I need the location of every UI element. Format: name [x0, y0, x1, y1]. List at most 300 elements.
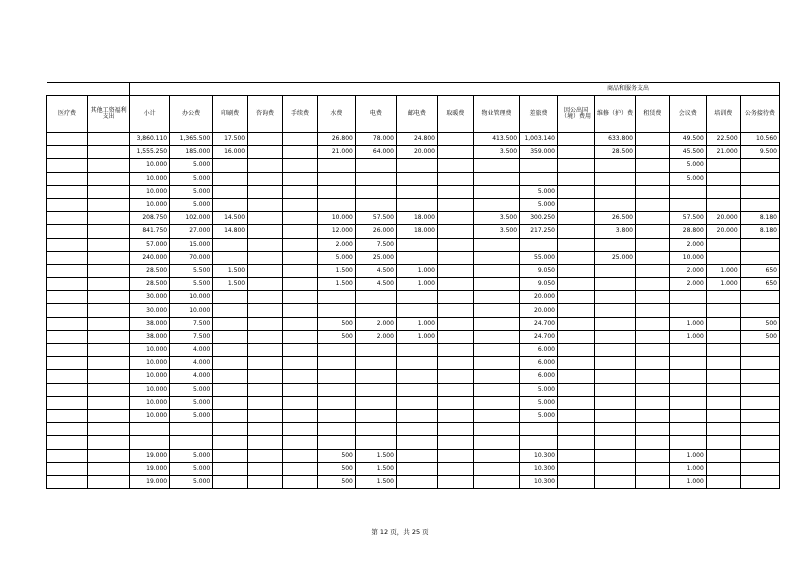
table-cell	[437, 198, 473, 211]
table-cell	[88, 146, 130, 159]
table-cell: 5.000	[520, 383, 558, 396]
table-row	[47, 330, 780, 343]
table-cell: 1.000	[706, 278, 740, 291]
table-cell: 10.000	[170, 304, 213, 317]
table-cell: 10.000	[130, 383, 170, 396]
table-cell: 25.000	[594, 251, 635, 264]
table-cell	[635, 396, 669, 409]
table-cell	[88, 198, 130, 211]
table-cell	[594, 396, 635, 409]
column-header: 取暖费	[437, 96, 473, 133]
table-cell: 28.500	[594, 146, 635, 159]
table-row	[47, 146, 780, 159]
table-row	[47, 357, 780, 370]
table-cell	[213, 449, 248, 462]
table-cell: 500	[740, 317, 779, 330]
table-cell: 650	[740, 278, 779, 291]
table-cell: 500	[317, 330, 355, 343]
table-cell	[706, 383, 740, 396]
table-cell	[88, 304, 130, 317]
table-cell: 5.000	[317, 251, 355, 264]
table-cell	[213, 291, 248, 304]
table-cell	[396, 449, 437, 462]
table-cell: 8.180	[740, 225, 779, 238]
table-cell	[740, 185, 779, 198]
table-row	[47, 159, 780, 172]
table-cell: 55.000	[520, 251, 558, 264]
table-cell	[88, 317, 130, 330]
table-cell	[283, 409, 318, 422]
table-cell: 20.000	[396, 146, 437, 159]
table-cell	[213, 198, 248, 211]
table-cell	[635, 264, 669, 277]
table-cell: 633.800	[594, 133, 635, 146]
table-cell	[669, 423, 706, 436]
table-cell	[473, 198, 519, 211]
table-row	[47, 291, 780, 304]
table-row	[47, 212, 780, 225]
table-cell	[355, 304, 396, 317]
table-cell: 4.000	[170, 357, 213, 370]
table-row	[47, 198, 780, 211]
table-cell: 500	[317, 449, 355, 462]
table-cell	[283, 159, 318, 172]
table-cell	[355, 172, 396, 185]
table-cell	[558, 198, 595, 211]
table-cell	[88, 185, 130, 198]
table-cell	[213, 251, 248, 264]
table-cell	[437, 462, 473, 475]
table-cell	[396, 409, 437, 422]
table-cell: 5.500	[170, 264, 213, 277]
table-cell: 208.750	[130, 212, 170, 225]
table-cell	[355, 198, 396, 211]
table-cell	[669, 396, 706, 409]
table-cell	[437, 225, 473, 238]
table-cell	[473, 238, 519, 251]
table-cell	[248, 198, 283, 211]
table-cell	[635, 449, 669, 462]
table-cell	[520, 423, 558, 436]
table-cell	[283, 225, 318, 238]
table-cell	[396, 475, 437, 488]
table-cell	[283, 133, 318, 146]
table-cell	[437, 251, 473, 264]
table-cell	[355, 370, 396, 383]
table-cell	[248, 212, 283, 225]
table-cell	[47, 304, 88, 317]
table-cell: 64.000	[355, 146, 396, 159]
table-cell	[283, 344, 318, 357]
table-cell	[88, 383, 130, 396]
table-cell	[473, 172, 519, 185]
table-cell: 38.000	[130, 330, 170, 343]
table-row	[47, 436, 780, 449]
table-cell	[473, 449, 519, 462]
table-cell: 1,003.140	[520, 133, 558, 146]
table-row	[47, 238, 780, 251]
table-cell	[213, 409, 248, 422]
table-cell	[635, 251, 669, 264]
table-cell	[706, 357, 740, 370]
table-cell: 5.000	[170, 475, 213, 488]
table-cell: 217.250	[520, 225, 558, 238]
table-cell	[317, 383, 355, 396]
table-cell	[473, 370, 519, 383]
table-cell	[635, 423, 669, 436]
table-cell	[635, 383, 669, 396]
table-cell	[473, 185, 519, 198]
table-cell	[47, 475, 88, 488]
table-cell: 9.050	[520, 278, 558, 291]
column-header: 会议费	[669, 96, 706, 133]
table-cell: 30.000	[130, 304, 170, 317]
table-cell: 78.000	[355, 133, 396, 146]
table-cell	[635, 409, 669, 422]
table-row	[47, 462, 780, 475]
table-cell	[635, 357, 669, 370]
table-cell	[88, 370, 130, 383]
table-cell	[558, 278, 595, 291]
table-cell: 9.050	[520, 264, 558, 277]
table-cell	[594, 185, 635, 198]
table-cell	[283, 357, 318, 370]
table-cell	[396, 436, 437, 449]
table-cell: 9.500	[740, 146, 779, 159]
table-cell: 28.500	[130, 264, 170, 277]
table-row	[47, 370, 780, 383]
table-cell	[594, 383, 635, 396]
column-header: 因公出国（境）费用	[558, 96, 595, 133]
table-cell	[47, 198, 88, 211]
table-cell	[558, 370, 595, 383]
column-header: 电费	[355, 96, 396, 133]
table-cell	[635, 185, 669, 198]
table-cell	[635, 146, 669, 159]
table-cell	[355, 409, 396, 422]
table-cell	[706, 251, 740, 264]
table-cell	[635, 370, 669, 383]
table-cell: 500	[317, 317, 355, 330]
table-cell	[47, 133, 88, 146]
table-cell	[88, 264, 130, 277]
table-cell	[635, 304, 669, 317]
table-cell	[355, 291, 396, 304]
table-cell	[635, 278, 669, 291]
table-cell: 10.000	[130, 198, 170, 211]
table-cell	[396, 370, 437, 383]
table-cell	[594, 475, 635, 488]
table-cell	[520, 172, 558, 185]
table-cell	[473, 159, 519, 172]
table-cell	[740, 475, 779, 488]
table-row	[47, 251, 780, 264]
table-cell	[248, 396, 283, 409]
table-cell	[213, 159, 248, 172]
table-cell	[283, 172, 318, 185]
table-cell	[47, 423, 88, 436]
table-cell	[396, 357, 437, 370]
table-cell: 7.500	[355, 238, 396, 251]
table-cell	[740, 383, 779, 396]
table-cell: 5.000	[669, 172, 706, 185]
table-cell	[47, 370, 88, 383]
column-header: 培训费	[706, 96, 740, 133]
table-cell	[355, 185, 396, 198]
table-cell	[558, 185, 595, 198]
table-cell	[558, 133, 595, 146]
table-cell	[130, 423, 170, 436]
table-cell	[437, 133, 473, 146]
table-cell	[437, 185, 473, 198]
table-cell: 10.000	[170, 291, 213, 304]
table-cell: 24.800	[396, 133, 437, 146]
table-cell: 10.300	[520, 449, 558, 462]
table-cell	[396, 304, 437, 317]
table-cell: 45.500	[669, 146, 706, 159]
table-cell	[558, 357, 595, 370]
table-cell	[706, 396, 740, 409]
table-cell	[88, 225, 130, 238]
table-cell	[248, 304, 283, 317]
table-cell: 57.500	[669, 212, 706, 225]
table-cell	[317, 198, 355, 211]
table-cell	[283, 462, 318, 475]
table-cell	[558, 449, 595, 462]
table-cell: 5.000	[520, 409, 558, 422]
table-cell: 5.000	[669, 159, 706, 172]
column-header: 租赁费	[635, 96, 669, 133]
table-cell	[47, 278, 88, 291]
table-cell	[437, 238, 473, 251]
group-header-row	[47, 83, 780, 96]
table-cell: 21.000	[706, 146, 740, 159]
table-cell	[437, 146, 473, 159]
table-cell: 5.000	[170, 449, 213, 462]
table-cell: 7.500	[170, 317, 213, 330]
table-cell	[594, 317, 635, 330]
table-cell	[248, 172, 283, 185]
table-cell: 1.000	[396, 278, 437, 291]
table-cell	[706, 423, 740, 436]
table-cell	[88, 409, 130, 422]
table-cell: 19.000	[130, 462, 170, 475]
table-cell	[669, 198, 706, 211]
table-row	[47, 225, 780, 238]
table-cell	[706, 159, 740, 172]
table-cell: 26.500	[594, 212, 635, 225]
table-cell	[635, 291, 669, 304]
table-cell: 7.500	[170, 330, 213, 343]
table-cell	[248, 357, 283, 370]
table-cell	[594, 264, 635, 277]
table-cell	[317, 185, 355, 198]
table-cell	[213, 344, 248, 357]
table-cell	[635, 317, 669, 330]
table-cell	[213, 357, 248, 370]
table-cell	[706, 409, 740, 422]
table-cell: 6.000	[520, 344, 558, 357]
table-cell: 10.000	[130, 185, 170, 198]
table-row	[47, 423, 780, 436]
table-cell	[88, 330, 130, 343]
table-cell	[740, 198, 779, 211]
table-cell: 4.500	[355, 264, 396, 277]
table-cell	[594, 449, 635, 462]
table-cell: 1.500	[213, 264, 248, 277]
table-cell	[558, 383, 595, 396]
table-cell	[473, 383, 519, 396]
table-cell	[706, 370, 740, 383]
table-cell	[520, 159, 558, 172]
table-cell	[558, 396, 595, 409]
table-cell	[558, 330, 595, 343]
table-cell: 10.300	[520, 475, 558, 488]
table-cell	[47, 383, 88, 396]
table-cell	[473, 278, 519, 291]
table-cell	[396, 198, 437, 211]
table-cell: 1.500	[355, 449, 396, 462]
table-cell	[706, 449, 740, 462]
table-cell	[740, 462, 779, 475]
table-cell	[47, 396, 88, 409]
table-cell	[283, 423, 318, 436]
table-cell	[669, 383, 706, 396]
table-cell	[558, 264, 595, 277]
table-row	[47, 304, 780, 317]
table-cell: 24.700	[520, 317, 558, 330]
table-cell	[635, 159, 669, 172]
table-cell	[88, 133, 130, 146]
table-cell	[558, 475, 595, 488]
table-cell: 3.500	[473, 146, 519, 159]
table-cell	[396, 383, 437, 396]
table-cell	[283, 449, 318, 462]
page-footer: 第 12 页，共 25 页	[371, 528, 429, 536]
table-cell	[213, 436, 248, 449]
table-cell	[213, 238, 248, 251]
table-cell: 5.000	[170, 159, 213, 172]
table-cell	[473, 396, 519, 409]
table-cell	[130, 436, 170, 449]
table-cell	[47, 436, 88, 449]
table-cell	[520, 436, 558, 449]
table-cell: 1.000	[706, 264, 740, 277]
table-cell	[248, 344, 283, 357]
table-cell: 19.000	[130, 475, 170, 488]
table-cell	[635, 330, 669, 343]
table-cell	[248, 159, 283, 172]
table-cell	[248, 475, 283, 488]
table-cell: 1.000	[669, 449, 706, 462]
table-cell	[473, 409, 519, 422]
table-cell	[396, 185, 437, 198]
table-cell	[437, 317, 473, 330]
table-cell: 14.800	[213, 225, 248, 238]
table-cell: 650	[740, 264, 779, 277]
column-header: 维修（护）费	[594, 96, 635, 133]
table-cell: 2.000	[669, 278, 706, 291]
table-cell	[47, 172, 88, 185]
table-cell: 20.000	[706, 212, 740, 225]
table-cell	[248, 317, 283, 330]
table-cell	[740, 159, 779, 172]
table-cell	[635, 238, 669, 251]
table-cell	[355, 383, 396, 396]
table-cell	[635, 172, 669, 185]
column-header: 咨询费	[248, 96, 283, 133]
table-cell	[558, 238, 595, 251]
table-cell	[558, 251, 595, 264]
table-cell	[317, 370, 355, 383]
table-cell	[248, 185, 283, 198]
table-cell	[248, 291, 283, 304]
table-cell: 30.000	[130, 291, 170, 304]
table-cell: 3.500	[473, 225, 519, 238]
table-cell	[473, 436, 519, 449]
table-cell	[473, 357, 519, 370]
table-cell	[594, 291, 635, 304]
table-cell	[88, 344, 130, 357]
table-cell	[706, 238, 740, 251]
table-cell: 10.000	[130, 172, 170, 185]
table-cell	[88, 475, 130, 488]
table-cell: 1.000	[396, 317, 437, 330]
table-row	[47, 396, 780, 409]
table-cell	[706, 344, 740, 357]
table-cell	[47, 357, 88, 370]
column-header-row	[47, 96, 780, 133]
table-cell	[437, 409, 473, 422]
table-row	[47, 264, 780, 277]
table-cell	[248, 383, 283, 396]
column-header: 其他工资福利支出	[88, 96, 130, 133]
table-cell	[594, 238, 635, 251]
table-cell	[248, 370, 283, 383]
table-cell	[706, 330, 740, 343]
table-cell	[473, 423, 519, 436]
column-header: 邮电费	[396, 96, 437, 133]
table-cell	[740, 172, 779, 185]
table-cell	[635, 133, 669, 146]
column-header: 印刷费	[213, 96, 248, 133]
table-cell	[594, 304, 635, 317]
table-cell	[520, 238, 558, 251]
table-cell: 1.000	[396, 264, 437, 277]
table-cell	[248, 238, 283, 251]
table-cell: 10.000	[669, 251, 706, 264]
table-cell	[88, 436, 130, 449]
table-cell	[558, 462, 595, 475]
table-cell	[248, 278, 283, 291]
table-cell: 240.000	[130, 251, 170, 264]
table-row	[47, 449, 780, 462]
table-cell: 1.500	[317, 278, 355, 291]
table-cell: 5.000	[170, 409, 213, 422]
column-header: 小计	[130, 96, 170, 133]
table-cell	[473, 330, 519, 343]
table-cell	[594, 344, 635, 357]
table-cell	[594, 357, 635, 370]
table-cell	[594, 462, 635, 475]
table-cell: 15.000	[170, 238, 213, 251]
table-cell: 26.000	[355, 225, 396, 238]
table-cell: 5.000	[170, 396, 213, 409]
table-cell: 185.000	[170, 146, 213, 159]
table-cell: 4.500	[355, 278, 396, 291]
table-cell	[47, 264, 88, 277]
table-cell	[47, 344, 88, 357]
